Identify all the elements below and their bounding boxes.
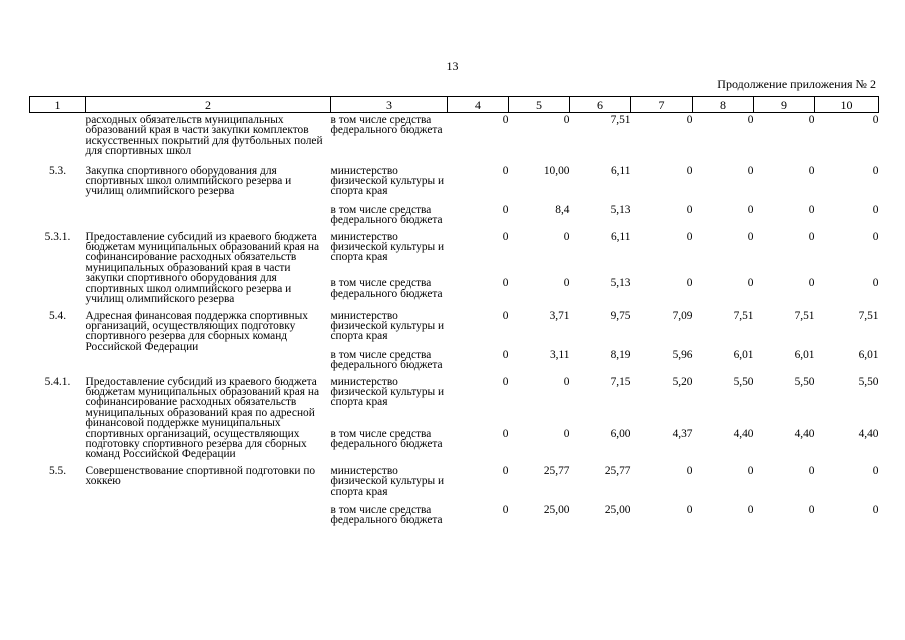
row-number: 5.3. xyxy=(48,164,67,177)
value-cell: 3,11 xyxy=(549,348,570,361)
column-header: 9 xyxy=(754,97,815,113)
value-cell: 0 xyxy=(502,230,509,243)
column-header: 2 xyxy=(86,97,331,113)
value-cell: 5,50 xyxy=(733,375,754,388)
funding-source: в том числе средства федерального бюджета xyxy=(330,504,443,527)
funding-source: министерство физической культуры и спорта края xyxy=(330,309,445,343)
value-cell: 6,11 xyxy=(610,164,631,177)
value-cell: 4,37 xyxy=(672,427,693,440)
value-cell: 0 xyxy=(563,427,570,440)
table-row xyxy=(30,157,879,197)
table-row xyxy=(30,460,879,497)
value-cell: 0 xyxy=(502,164,509,177)
value-cell: 0 xyxy=(686,230,693,243)
value-cell: 10,00 xyxy=(543,164,570,177)
row-number: 5.4.1. xyxy=(44,375,71,388)
column-header: 5 xyxy=(509,97,570,113)
column-header: 10 xyxy=(815,97,879,113)
value-cell: 0 xyxy=(808,504,815,516)
value-cell: 0 xyxy=(502,427,509,440)
value-cell: 7,51 xyxy=(794,309,815,322)
row-number: 5.3.1. xyxy=(44,230,71,243)
value-cell: 0 xyxy=(502,203,509,216)
row-description: Предоставление субсидий из краевого бюджета бюджетам муниципальных образований края на софинансирование расходных обязательств муниципальных образований края в части закупки спортивного оборудования для спортивных школ олимпийского резерва и училищ олимпийского резерва xyxy=(85,230,320,306)
column-header: 4 xyxy=(448,97,509,113)
table-row xyxy=(30,305,879,342)
funding-source: министерство физической культуры и спорта края xyxy=(330,164,445,198)
value-cell: 5,50 xyxy=(794,375,815,388)
funding-source: в том числе средства федерального бюджета xyxy=(330,203,443,227)
value-cell: 8,19 xyxy=(610,348,631,361)
funding-source: министерство физической культуры и спорта края xyxy=(330,230,445,264)
appendix-table xyxy=(29,96,879,526)
value-cell: 0 xyxy=(686,203,693,216)
value-cell: 0 xyxy=(502,277,509,290)
row-number: 5.4. xyxy=(48,309,67,322)
value-cell: 0 xyxy=(808,164,815,177)
value-cell: 0 xyxy=(563,114,570,126)
value-cell: 25,00 xyxy=(543,504,570,516)
value-cell: 0 xyxy=(747,114,754,126)
value-cell: 0 xyxy=(686,277,693,290)
value-cell: 0 xyxy=(502,114,509,126)
funding-source: министерство физической культуры и спорта края xyxy=(330,375,445,409)
value-cell: 0 xyxy=(808,464,815,477)
value-cell: 3,71 xyxy=(549,309,570,322)
value-cell: 0 xyxy=(872,203,879,216)
funding-source: в том числе средства федерального бюджета xyxy=(330,427,443,451)
value-cell: 7,51 xyxy=(858,309,879,322)
value-cell: 0 xyxy=(808,277,815,290)
value-cell: 0 xyxy=(686,114,693,126)
value-cell: 6,00 xyxy=(610,427,631,440)
value-cell: 8,4 xyxy=(555,203,570,216)
row-description: Закупка спортивного оборудования для спортивных школ олимпийского резерва и училищ олимпийского резерва xyxy=(85,164,292,198)
value-cell: 0 xyxy=(872,114,879,126)
table-row xyxy=(30,371,879,421)
value-cell: 7,51 xyxy=(733,309,754,322)
funding-source: в том числе средства федерального бюджета xyxy=(330,348,443,372)
value-cell: 7,09 xyxy=(672,309,693,322)
value-cell: 0 xyxy=(872,464,879,477)
value-cell: 0 xyxy=(502,375,509,388)
value-cell: 5,13 xyxy=(610,277,631,290)
value-cell: 0 xyxy=(747,504,754,516)
value-cell: 5,50 xyxy=(858,375,879,388)
value-cell: 9,75 xyxy=(610,309,631,322)
value-cell: 5,13 xyxy=(610,203,631,216)
value-cell: 0 xyxy=(747,230,754,243)
value-cell: 0 xyxy=(747,277,754,290)
value-cell: 0 xyxy=(747,464,754,477)
value-cell: 0 xyxy=(563,375,570,388)
value-cell: 0 xyxy=(872,277,879,290)
value-cell: 5,20 xyxy=(672,375,693,388)
row-description: Адресная финансовая поддержка спортивных организаций, осуществляющих подготовку спортивного резерва для сборных команд Российской Федерации xyxy=(85,309,308,353)
value-cell: 0 xyxy=(872,230,879,243)
value-cell: 0 xyxy=(808,203,815,216)
table-row xyxy=(30,113,879,157)
value-cell: 5,96 xyxy=(672,348,693,361)
page-number: 13 xyxy=(446,59,459,73)
table-body xyxy=(30,113,879,526)
funding-source: министерство физической культуры и спорта края xyxy=(330,464,445,498)
value-cell: 6,01 xyxy=(733,348,754,361)
funding-source: в том числе средства федерального бюджета xyxy=(330,114,443,137)
value-cell: 0 xyxy=(872,504,879,516)
value-cell: 4,40 xyxy=(733,427,754,440)
row-number xyxy=(30,113,86,157)
value-cell: 0 xyxy=(502,464,509,477)
value-cell: 0 xyxy=(563,230,570,243)
value-cell: 0 xyxy=(747,203,754,216)
value-cell: 0 xyxy=(502,309,509,322)
value-cell: 4,40 xyxy=(858,427,879,440)
value-cell: 0 xyxy=(502,348,509,361)
row-description: Предоставление субсидий из краевого бюджета бюджетам муниципальных образований края на софинансирование расходных обязательств муниципальных образований края по адресной финансовой поддержке муниципальных спортивных организаций, осуществляющих подготовку спортивного резерва для сборных команд Российской Федерации xyxy=(85,375,320,461)
value-cell: 7,51 xyxy=(610,114,631,126)
value-cell: 25,00 xyxy=(604,504,631,516)
column-header: 3 xyxy=(331,97,448,113)
value-cell: 6,11 xyxy=(610,230,631,243)
row-number: 5.5. xyxy=(48,464,67,477)
value-cell: 4,40 xyxy=(794,427,815,440)
row-description: расходных обязательств муниципальных образований края в части закупки комплектов искусственных покрытий для футбольных полей для спортивных школ xyxy=(85,114,323,158)
column-header: 1 xyxy=(30,97,86,113)
value-cell: 25,77 xyxy=(543,464,570,477)
value-cell: 0 xyxy=(686,504,693,516)
value-cell: 0 xyxy=(808,230,815,243)
table-row xyxy=(30,226,879,270)
value-cell: 25,77 xyxy=(604,464,631,477)
column-header: 6 xyxy=(570,97,631,113)
funding-source: в том числе средства федерального бюджета xyxy=(330,277,443,300)
value-cell: 7,15 xyxy=(610,375,631,388)
continuation-label: Продолжение приложения № 2 xyxy=(717,77,876,91)
value-cell: 0 xyxy=(502,504,509,516)
value-cell: 0 xyxy=(872,164,879,177)
value-cell: 6,01 xyxy=(858,348,879,361)
row-description: Совершенствование спортивной подготовки по хоккею xyxy=(85,464,316,488)
value-cell: 0 xyxy=(808,114,815,126)
header-row xyxy=(30,97,879,113)
value-cell: 0 xyxy=(686,164,693,177)
column-header: 7 xyxy=(631,97,693,113)
value-cell: 0 xyxy=(686,464,693,477)
value-cell: 6,01 xyxy=(794,348,815,361)
column-header: 8 xyxy=(693,97,754,113)
value-cell: 0 xyxy=(563,277,570,290)
value-cell: 0 xyxy=(747,164,754,177)
